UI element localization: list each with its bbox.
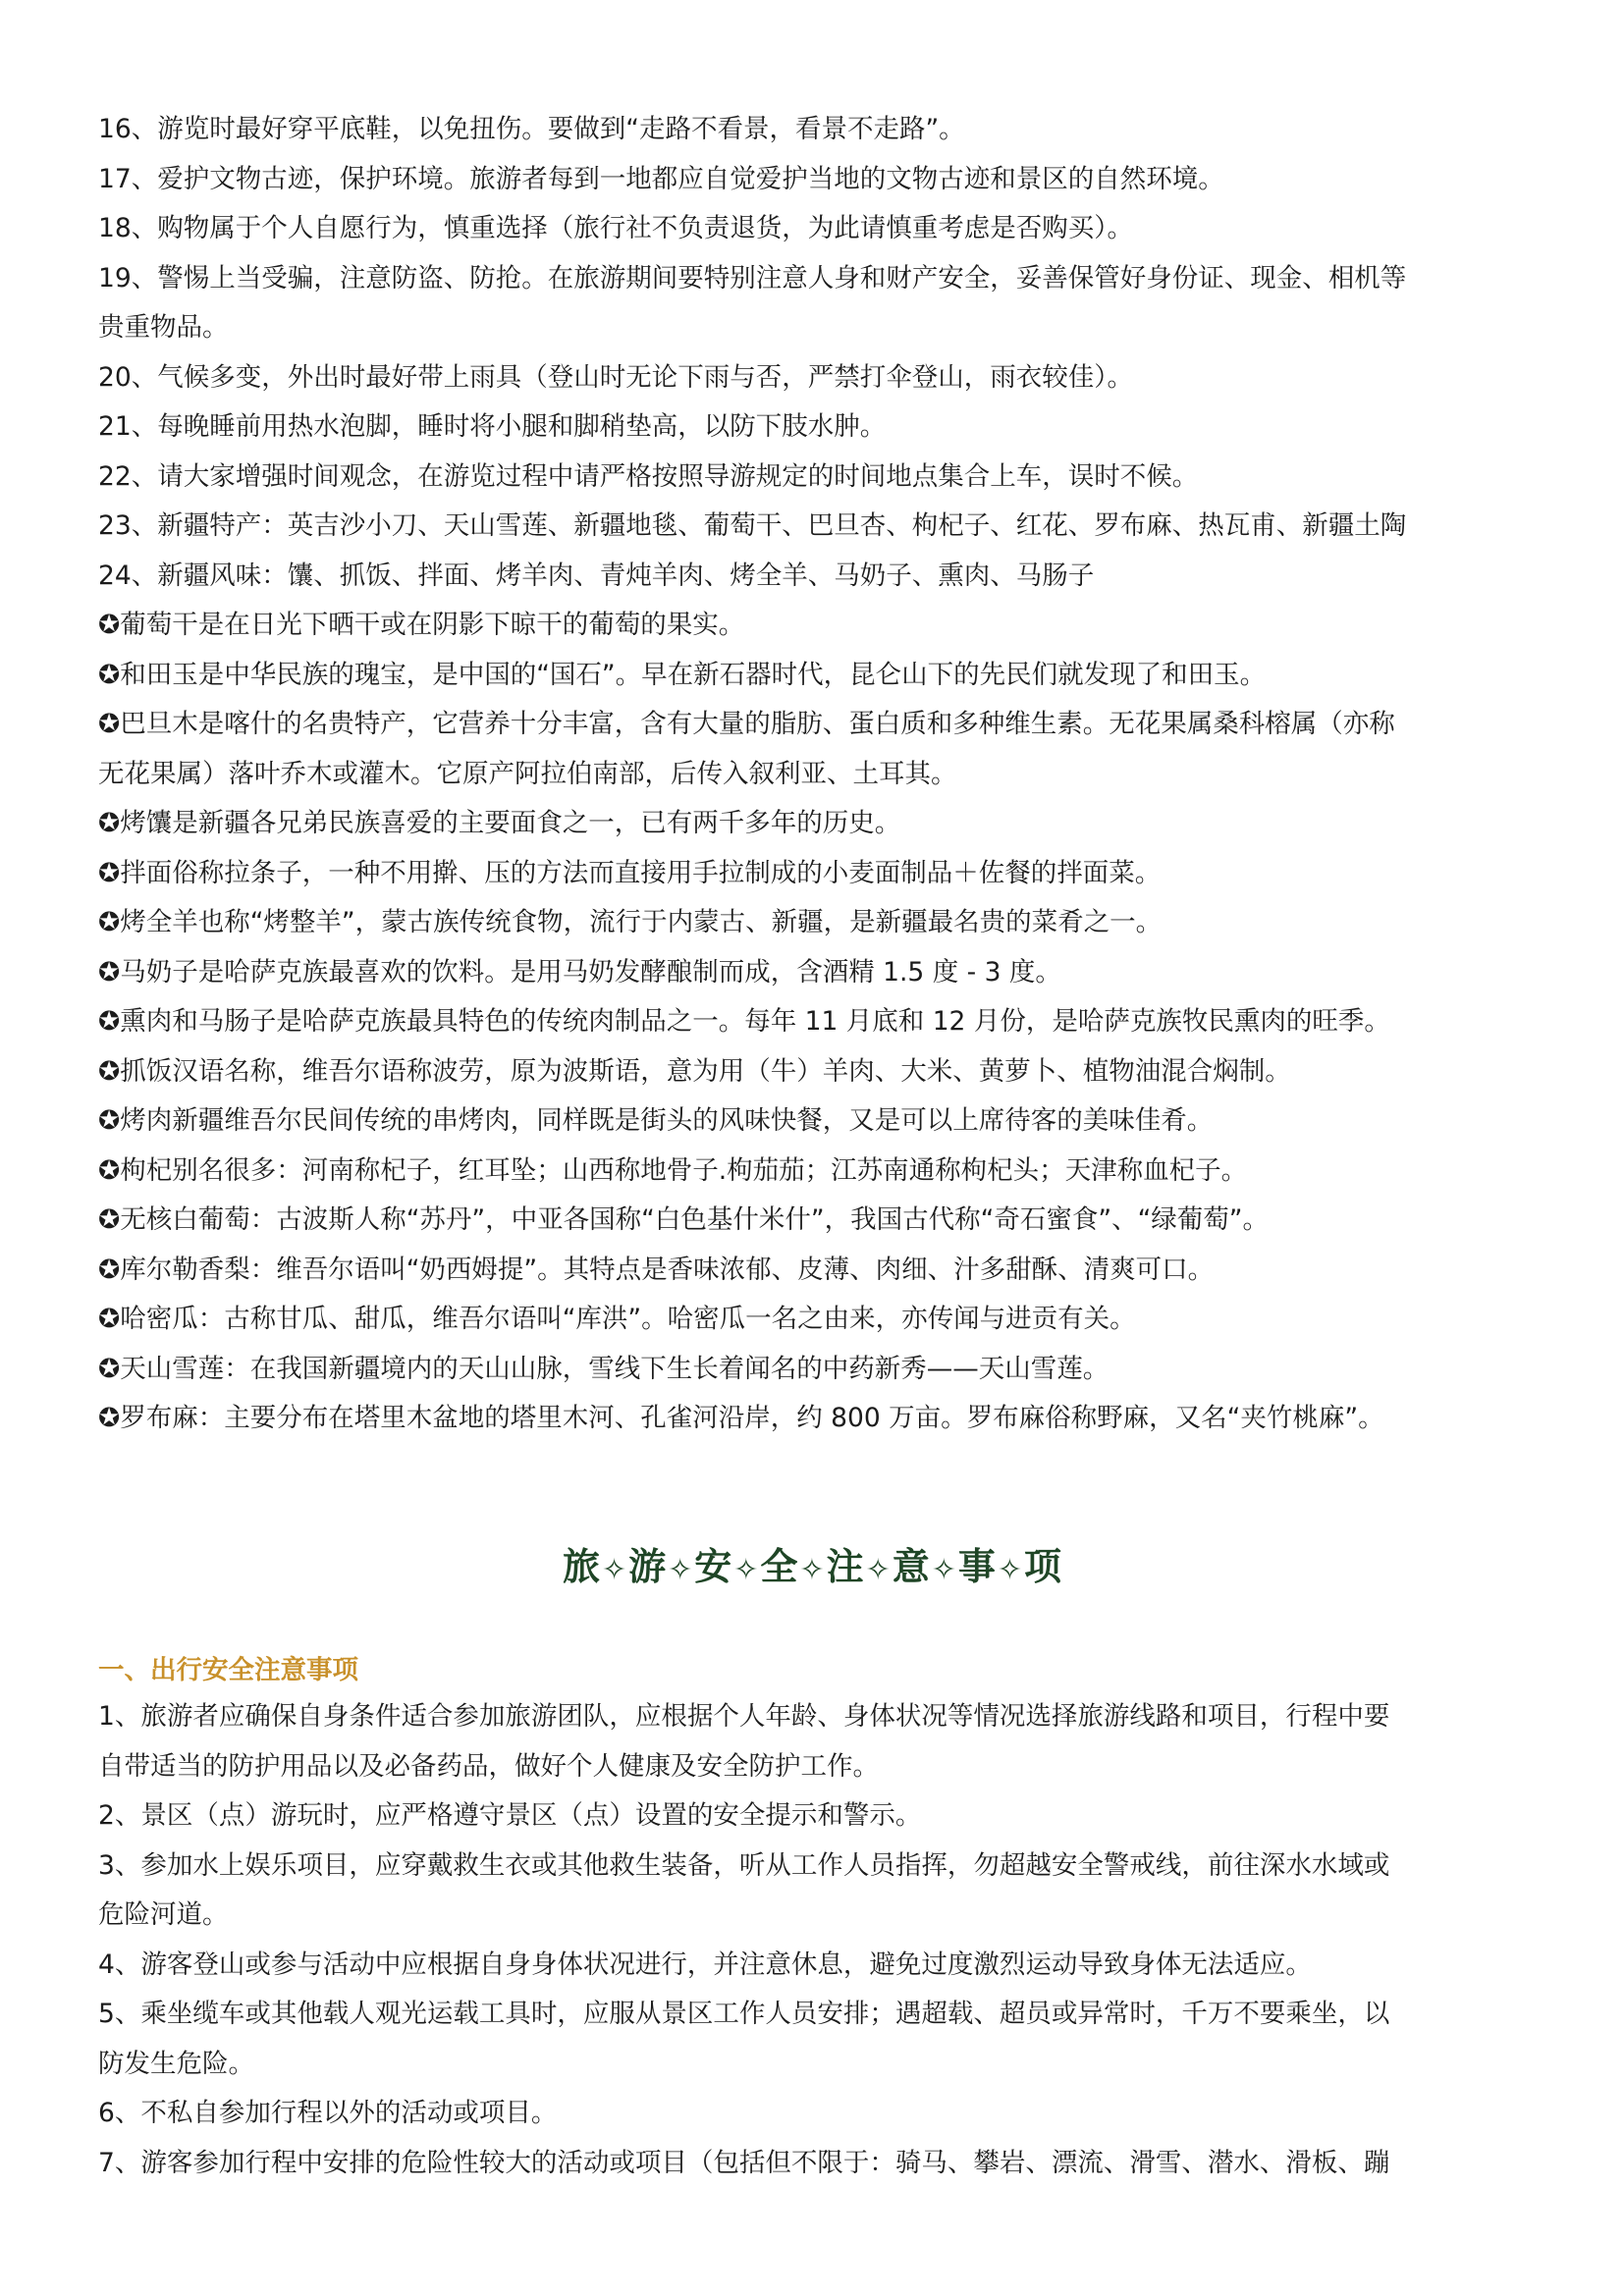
list-item: ✪天山雪莲：在我国新疆境内的天山山脉，雪线下生长着闻名的中药新秀——天山雪莲。 bbox=[98, 1353, 1110, 1384]
title-separator-icon: ✧ bbox=[997, 1553, 1023, 1587]
list-item: ✪葡萄干是在日光下晒干或在阴影下晾干的葡萄的果实。 bbox=[98, 610, 745, 640]
list-item: ✪熏肉和马肠子是哈萨克族最具特色的传统肉制品之一。每年 11 月底和 12 月份，是哈萨克族牧民熏肉的旺季。 bbox=[98, 1006, 1390, 1037]
list-item: 4、游客登山或参与活动中应根据自身身体状况进行，并注意休息，避免过度激烈运动导致身体无法适应。 bbox=[98, 1949, 1312, 1980]
list-item: ✪罗布麻：主要分布在塔里木盆地的塔里木河、孔雀河沿岸，约 800 万亩。罗布麻俗称野麻，又名“夹竹桃麻”。 bbox=[98, 1403, 1384, 1433]
title-separator-icon: ✧ bbox=[799, 1553, 825, 1587]
list-item: 1、旅游者应确保自身条件适合参加旅游团队，应根据个人年龄、身体状况等情况选择旅游线路和项目，行程中要 bbox=[98, 1701, 1390, 1732]
list-item: 2、景区（点）游玩时，应严格遵守景区（点）设置的安全提示和警示。 bbox=[98, 1800, 922, 1831]
title-char: 游 bbox=[628, 1545, 667, 1588]
list-item: 防发生危险。 bbox=[98, 2048, 254, 2079]
list-item: ✪拌面俗称拉条子，一种不用擀、压的方法而直接用手拉制成的小麦面制品＋佐餐的拌面菜。 bbox=[98, 857, 1162, 888]
list-item: ✪库尔勒香梨：维吾尔语叫“奶西姆提”。其特点是香味浓郁、皮薄、肉细、汁多甜酥、清爽可口。 bbox=[98, 1254, 1215, 1285]
list-item: 危险河道。 bbox=[98, 1899, 229, 1930]
title-char: 事 bbox=[957, 1545, 996, 1588]
list-item: 16、游览时最好穿平底鞋，以免扭伤。要做到“走路不看景，看景不走路”。 bbox=[98, 114, 965, 144]
list-item: 18、购物属于个人自愿行为，慎重选择（旅行社不负责退货，为此请慎重考虑是否购买）。 bbox=[98, 213, 1133, 243]
list-item: 3、参加水上娱乐项目，应穿戴救生衣或其他救生装备，听从工作人员指挥，勿超越安全警戒线，前往深水水域或 bbox=[98, 1849, 1390, 1881]
list-item: 无花果属）落叶乔木或灌木。它原产阿拉伯南部，后传入叙利亚、土耳其。 bbox=[98, 758, 957, 789]
list-item: 贵重物品。 bbox=[98, 312, 229, 343]
list-item: 19、警惕上当受骗，注意防盗、防抢。在旅游期间要特别注意人身和财产安全，妥善保管好身份证、现金、相机等 bbox=[98, 262, 1407, 294]
title-char: 项 bbox=[1024, 1545, 1062, 1588]
list-item: ✪巴旦木是喀什的名贵特产，它营养十分丰富，含有大量的脂肪、蛋白质和多种维生素。无花果属桑科榕属（亦称 bbox=[98, 709, 1395, 739]
title-separator-icon: ✧ bbox=[668, 1553, 693, 1587]
title-char: 旅 bbox=[562, 1545, 600, 1588]
list-item: 5、乘坐缆车或其他载人观光运载工具时，应服从景区工作人员安排；遇超载、超员或异常时，千万不要乘坐，以 bbox=[98, 1999, 1390, 2029]
title-char: 安 bbox=[694, 1545, 732, 1588]
safety-notes-list bbox=[98, 1692, 1537, 2188]
title-char: 全 bbox=[760, 1545, 798, 1588]
list-item: 23、新疆特产：英吉沙小刀、天山雪莲、新疆地毯、葡萄干、巴旦杏、枸杞子、红花、罗布麻、热瓦甫、新疆土陶 bbox=[98, 510, 1407, 541]
title-separator-icon: ✧ bbox=[931, 1553, 956, 1587]
list-item: 自带适当的防护用品以及必备药品，做好个人健康及安全防护工作。 bbox=[98, 1750, 879, 1782]
list-item: ✪和田玉是中华民族的瑰宝，是中国的“国石”。早在新石器时代，昆仑山下的先民们就发现了和田玉。 bbox=[98, 659, 1267, 690]
list-item: ✪枸杞别名很多：河南称杞子，红耳坠；山西称地骨子.枸茄茄；江苏南通称枸杞头；天津称血杞子。 bbox=[98, 1154, 1248, 1186]
list-item: 24、新疆风味：馕、抓饭、拌面、烤羊肉、青炖羊肉、烤全羊、马奶子、熏肉、马肠子 bbox=[98, 560, 1095, 591]
list-item: 22、请大家增强时间观念，在游览过程中请严格按照导游规定的时间地点集合上车，误时不候。 bbox=[98, 460, 1199, 492]
list-item: ✪烤全羊也称“烤整羊”，蒙古族传统食物，流行于内蒙古、新疆，是新疆最名贵的菜肴之一。 bbox=[98, 907, 1163, 937]
page-title bbox=[0, 1539, 1624, 1598]
list-item: ✪抓饭汉语名称，维吾尔语称波劳，原为波斯语，意为用（牛）羊肉、大米、黄萝卜、植物油混合焖制。 bbox=[98, 1055, 1291, 1087]
title-char: 注 bbox=[826, 1545, 864, 1588]
list-item: 7、游客参加行程中安排的危险性较大的活动或项目（包括但不限于：骑马、攀岩、漂流、滑雪、潜水、滑板、蹦 bbox=[98, 2147, 1390, 2178]
list-item: 17、爱护文物古迹，保护环境。旅游者每到一地都应自觉爱护当地的文物古迹和景区的自然环境。 bbox=[98, 163, 1224, 194]
list-item: ✪马奶子是哈萨克族最喜欢的饮料。是用马奶发酵酿制而成，含酒精 1.5 度 - 3 度。 bbox=[98, 956, 1061, 988]
title-separator-icon: ✧ bbox=[865, 1553, 891, 1587]
title-separator-icon: ✧ bbox=[601, 1553, 627, 1587]
list-item: 20、气候多变，外出时最好带上雨具（登山时无论下雨与否，严禁打伞登山，雨衣较佳）。 bbox=[98, 361, 1133, 393]
travel-tips-list bbox=[98, 105, 1537, 1444]
list-item: ✪哈密瓜：古称甘瓜、甜瓜，维吾尔语叫“库洪”。哈密瓜一名之由来，亦传闻与进贡有关。 bbox=[98, 1304, 1136, 1334]
section-heading: 一、出行安全注意事项 bbox=[98, 1655, 358, 1685]
list-item: ✪无核白葡萄：古波斯人称“苏丹”，中亚各国称“白色基什米什”，我国古代称“奇石蜜食”、“绿葡萄”。 bbox=[98, 1204, 1270, 1235]
list-item: ✪烤馕是新疆各兄弟民族喜爱的主要面食之一，已有两千多年的历史。 bbox=[98, 808, 901, 838]
list-item: 6、不私自参加行程以外的活动或项目。 bbox=[98, 2098, 558, 2128]
list-item: ✪烤肉新疆维吾尔民间传统的串烤肉，同样既是街头的风味快餐，又是可以上席待客的美味佳肴。 bbox=[98, 1105, 1214, 1136]
title-char: 意 bbox=[892, 1545, 930, 1588]
list-item: 21、每晚睡前用热水泡脚，睡时将小腿和脚稍垫高，以防下肢水肿。 bbox=[98, 411, 887, 442]
title-separator-icon: ✧ bbox=[733, 1553, 759, 1587]
